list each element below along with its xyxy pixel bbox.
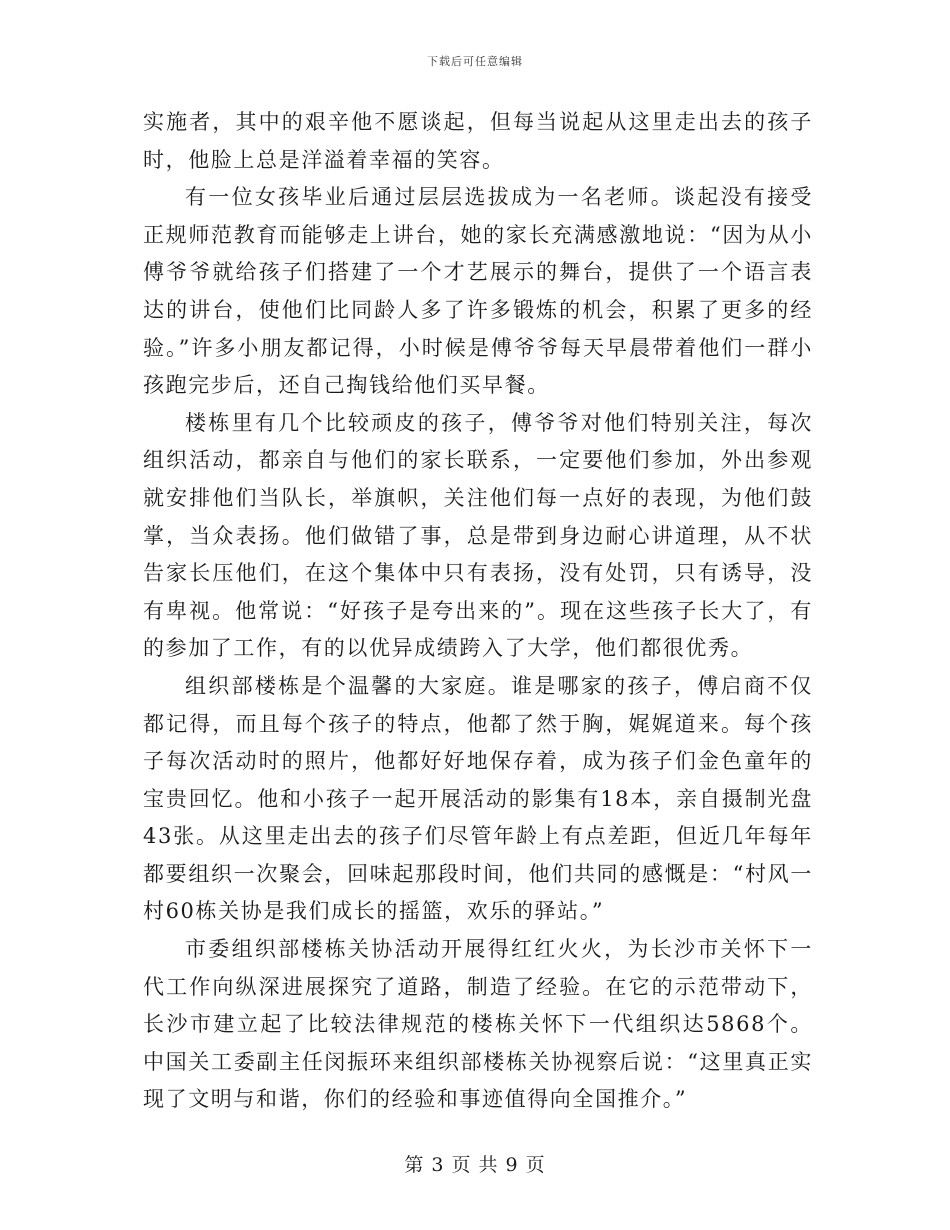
paragraph-2: 有一位女孩毕业后通过层层选拔成为一名老师。谈起没有接受正规师范教育而能够走上讲台，她的家长充满感激地说：“因为从小傅爷爷就给孩子们搭建了一个才艺展示的舞台，提供了一个语言表达的讲台，使他们比同龄人多了许多锻炼的机会，积累了更多的经验。”许多小朋友都记得，小时候是傅爷爷每天早晨带着他们一群小孩跑完步后，还自己掏钱给他们买早餐。 [143,185,813,398]
paragraph-3: 楼栋里有几个比较顽皮的孩子，傅爷爷对他们特别关注，每次组织活动，都亲自与他们的家长联系，一定要他们参加，外出参观就安排他们当队长，举旗帜，关注他们每一点好的表现，为他们鼓掌，当众表扬。他们做错了事，总是带到身边耐心讲道理，从不状告家长压他们，在这个集体中只有表扬，没有处罚，只有诱导，没有卑视。他常说：“好孩子是夸出来的”。现在这些孩子长大了，有的参加了工作，有的以优异成绩跨入了大学，他们都很优秀。 [143,410,813,661]
paragraph-4: 组织部楼栋是个温馨的大家庭。谁是哪家的孩子，傅启商不仅都记得，而且每个孩子的特点，他都了然于胸，娓娓道来。每个孩子每次活动时的照片，他都好好地保存着，成为孩子们金色童年的宝贵回忆。他和小孩子一起开展活动的影集有18本，亲自摄制光盘43张。从这里走出去的孩子们尽管年龄上有点差距，但近几年每年都要组织一次聚会，回味起那段时间，他们共同的感慨是：“村风一村60栋关协是我们成长的摇篮，欢乐的驿站。” [143,673,813,924]
document-body [143,104,813,1119]
page-footer: 第 3 页 共 9 页 [404,1154,546,1176]
page-header: 下载后可任意编辑 [427,55,523,68]
paragraph-1: 实施者，其中的艰辛他不愿谈起，但每当说起从这里走出去的孩子时，他脸上总是洋溢着幸福的笑容。 [143,110,813,172]
paragraph-5: 市委组织部楼栋关协活动开展得红红火火，为长沙市关怀下一代工作向纵深进展探究了道路，制造了经验。在它的示范带动下，长沙市建立起了比较法律规范的楼栋关怀下一代组织达5868个。中国关工委副主任闵振环来组织部楼栋关协视察后说：“这里真正实现了文明与和谐，你们的经验和事迹值得向全国推介。” [143,937,813,1112]
